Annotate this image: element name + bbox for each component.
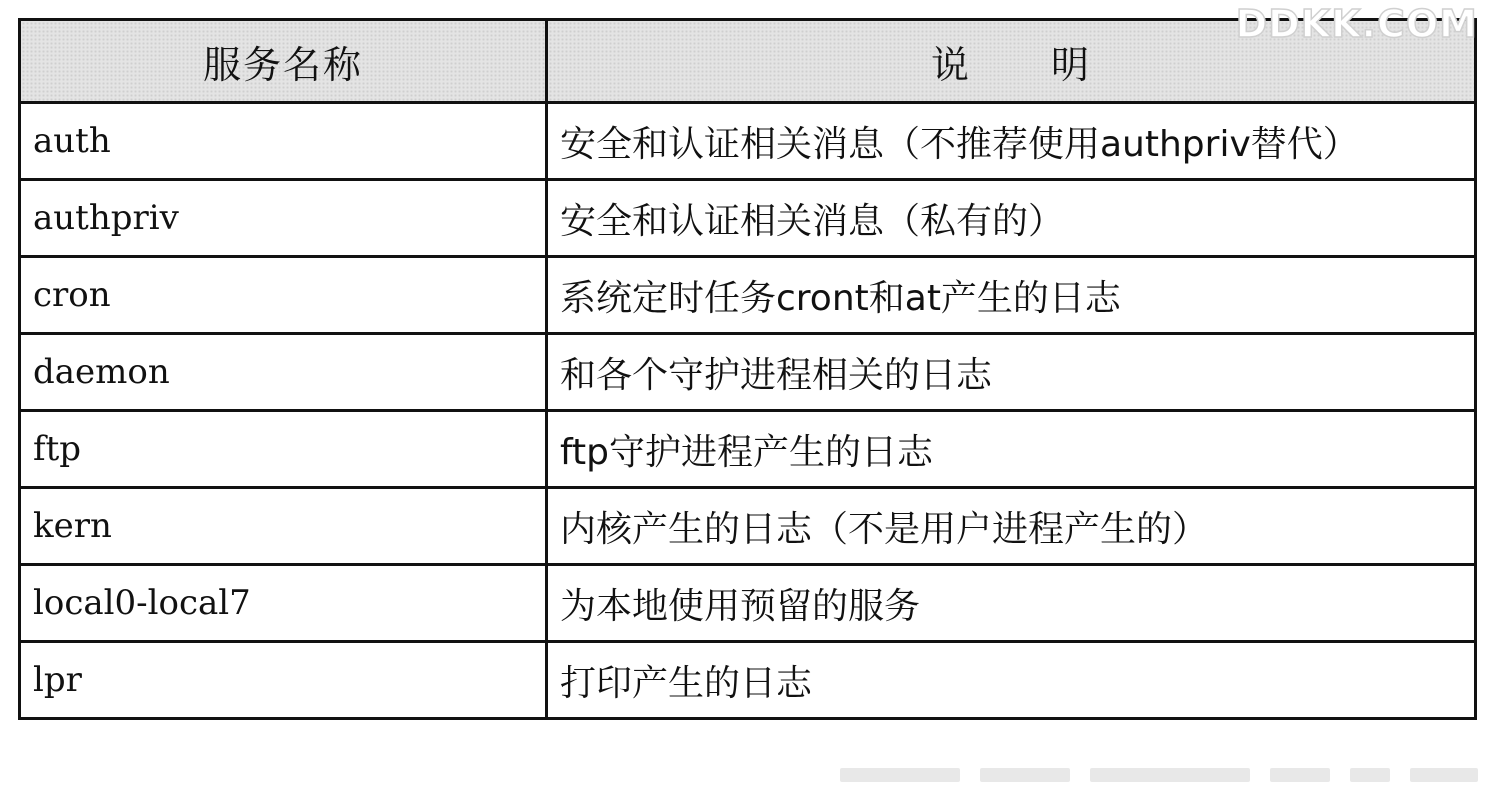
table-row bbox=[20, 257, 1476, 334]
table-row bbox=[20, 334, 1476, 411]
description-cell: 安全和认证相关消息（不推荐使用authpriv替代） bbox=[547, 103, 1476, 180]
service-name-cell: authpriv bbox=[20, 180, 547, 257]
description-cell: 为本地使用预留的服务 bbox=[547, 565, 1476, 642]
watermark-strip bbox=[840, 768, 1480, 788]
service-name-cell: cron bbox=[20, 257, 547, 334]
table-row bbox=[20, 565, 1476, 642]
watermark: DDKK.COM bbox=[1235, 2, 1478, 46]
table-row bbox=[20, 103, 1476, 180]
service-name-cell: daemon bbox=[20, 334, 547, 411]
service-name-cell: lpr bbox=[20, 642, 547, 719]
description-cell: 系统定时任务cront和at产生的日志 bbox=[547, 257, 1476, 334]
table-row bbox=[20, 488, 1476, 565]
service-name-cell: local0-local7 bbox=[20, 565, 547, 642]
service-name-cell: ftp bbox=[20, 411, 547, 488]
header-description: 说 明 bbox=[547, 20, 1476, 103]
table-row bbox=[20, 180, 1476, 257]
description-cell: ftp守护进程产生的日志 bbox=[547, 411, 1476, 488]
header-service-name: 服务名称 bbox=[20, 20, 547, 103]
service-table bbox=[18, 18, 1477, 720]
description-cell: 和各个守护进程相关的日志 bbox=[547, 334, 1476, 411]
service-name-cell: kern bbox=[20, 488, 547, 565]
service-name-cell: auth bbox=[20, 103, 547, 180]
table-row bbox=[20, 411, 1476, 488]
description-cell: 打印产生的日志 bbox=[547, 642, 1476, 719]
description-cell: 安全和认证相关消息（私有的） bbox=[547, 180, 1476, 257]
table-row bbox=[20, 642, 1476, 719]
description-cell: 内核产生的日志（不是用户进程产生的） bbox=[547, 488, 1476, 565]
